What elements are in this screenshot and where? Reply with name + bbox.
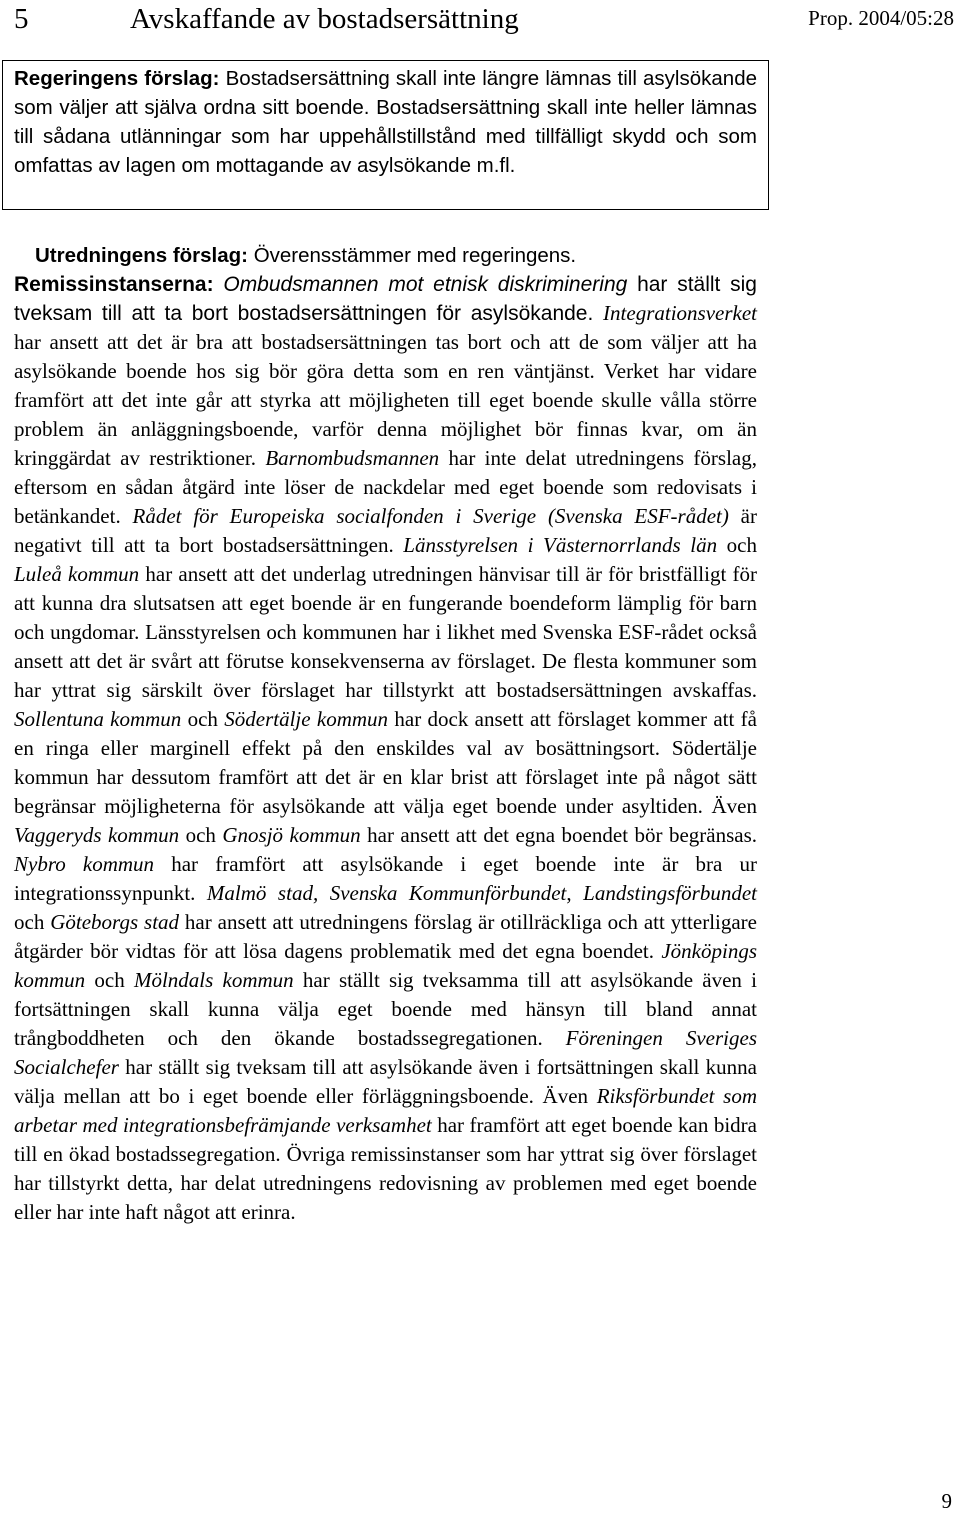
referral-text-segment: och [14, 910, 51, 934]
cited-body-name: Malmö stad, Svenska Kommunförbundet [206, 881, 567, 905]
referral-paragraph [14, 270, 757, 1227]
referral-text-segment: har framfört att eget boende kan bidra till en ökad bostadssegregation. Övriga remissinstanser som har yttrat sig över förslaget har tillstyrkt detta, har delat utredningens redovisning av problemen med eget boende eller har inte haft något att erinra. [14, 1113, 757, 1224]
proposal-label: Regeringens förslag: [14, 67, 220, 90]
inquiry-label: Utredningens förslag: [35, 244, 248, 267]
cited-body-name: Södertälje kommun [224, 707, 389, 731]
page-number: 9 [941, 1489, 952, 1513]
proposal-body: Bostadsersättning skall inte längre lämnas till asylsökande som väljer att själva ordna sitt boende. Bostadsersättning skall inte heller lämnas till sådana utlänningar som har uppehållstillstånd med tillfälligt skydd och som omfattas av lagen om mottagande av asylsökande m.fl. [14, 67, 757, 177]
cited-body-name: Mölndals kommun [133, 968, 294, 992]
cited-body-name: Landstingsförbundet [583, 881, 758, 905]
cited-body-name: Länsstyrelsen i Västernorrlands län [403, 533, 718, 557]
cited-body-name: Föreningen Sveriges Socialchefer [14, 1026, 757, 1079]
referral-label: Remissinstanserna: [14, 273, 214, 296]
referral-body [14, 272, 757, 1224]
referral-text-segment: , [566, 881, 584, 905]
referral-text-segment: och [85, 968, 134, 992]
cited-body-name: Göteborgs stad [50, 910, 180, 934]
cited-body-name: Gnosjö kommun [222, 823, 361, 847]
cited-body-name: Luleå kommun [14, 562, 140, 586]
referral-text-segment: är negativt till att ta bort bostadsersättningen. [14, 504, 757, 557]
inquiry-body: Överensstämmer med regeringens. [248, 244, 577, 267]
referral-text-segment: har ansett att det är bra att bostadsersättningen tas bort och att de som väljer att ha asylsökande boende hos sig bör göra detta som en ren väntjänst. Verket har vidare framfört att det inte går att styrka att möjligheten till eget boende skulle vålla större problem än anläggningsboende, varför denna möjlighet bör finnas kvar, om än kringgärdat av restriktioner. [14, 330, 757, 470]
referral-text-segment: har ställt sig tveksam till att ta bort bostadsersättningen för asylsökande. [14, 273, 757, 325]
referral-text-segment: har ansett att det underlag utredningen hänvisar till är för bristfälligt för att kunna dra slutsatsen att eget boende är en fungerande boendeform lämplig för barn och ungdomar. Länsstyrelsen och kommunen har i likhet med Svenska ESF-rådet också ansett att det är svårt att förutse konsekvenserna av förslaget. De flesta kommuner som har yttrat sig särskilt över förslaget har tillstyrkt att bostadsersättningen avskaffas. [14, 562, 757, 702]
proposal-text [14, 64, 757, 180]
cited-body-name: Nybro kommun [14, 852, 155, 876]
section-title: Avskaffande av bostadsersättning [130, 3, 519, 35]
cited-body-name: Vaggeryds kommun [14, 823, 180, 847]
referral-text-segment: och [179, 823, 223, 847]
cited-body-name: Jönköpings kommun [14, 939, 757, 992]
referral-text-segment: och [181, 707, 225, 731]
cited-body-name: Riksförbundet som arbetar med integrationsbefrämjande verksamhet [14, 1084, 758, 1137]
inquiry-paragraph [35, 241, 755, 270]
cited-body-name: Barnombudsmannen [265, 446, 440, 470]
referral-text-segment: har dock ansett att förslaget kommer att få en ringa eller marginell effekt på den enskildes val av bosättningsort. Södertälje kommun har dessutom framfört att det är en klar brist att förslaget inte på något sätt begränsar möjligheterna för asylsökande att välja eget boende under asyltiden. Även [14, 707, 757, 818]
cited-body-name: Ombudsmannen mot etnisk diskriminering [223, 273, 628, 296]
cited-body-name: Integrationsverket [603, 301, 757, 325]
proposition-reference: Prop. 2004/05:28 [808, 6, 954, 30]
referral-text-segment: och [717, 533, 757, 557]
referral-text-segment: har ansett att det egna boendet bör begränsas. [360, 823, 758, 847]
section-number: 5 [14, 3, 29, 35]
cited-body-name: Sollentuna kommun [14, 707, 182, 731]
referral-text-segment: har inte delat utredningens förslag, eftersom en sådan åtgärd inte löser de nackdelar med eget boende som redovisats i betänkandet. [14, 446, 757, 528]
cited-body-name: Rådet för Europeiska socialfonden i Sverige (Svenska ESF-rådet) [132, 504, 729, 528]
referral-text-segment: har ansett att utredningens förslag är otillräckliga och att ytterligare åtgärder bör vidtas för att lösa dagens problematik med det egna boendet. [14, 910, 757, 963]
referral-text-segment: har ställt sig tveksam till att asylsökande även i fortsättningen skall kunna välja mellan att bo i eget boende eller förläggningsboende. Även [14, 1055, 757, 1108]
referral-text-segment: har framfört att asylsökande i eget boende inte är bra ur integrationssynpunkt. [14, 852, 757, 905]
referral-text-segment [214, 273, 224, 296]
referral-text-segment: har ställt sig tveksamma till att asylsökande även i fortsättningen skall kunna välja eget boende med hänsyn till bland annat trångboddheten och den ökande bostadssegregationen. [14, 968, 757, 1050]
